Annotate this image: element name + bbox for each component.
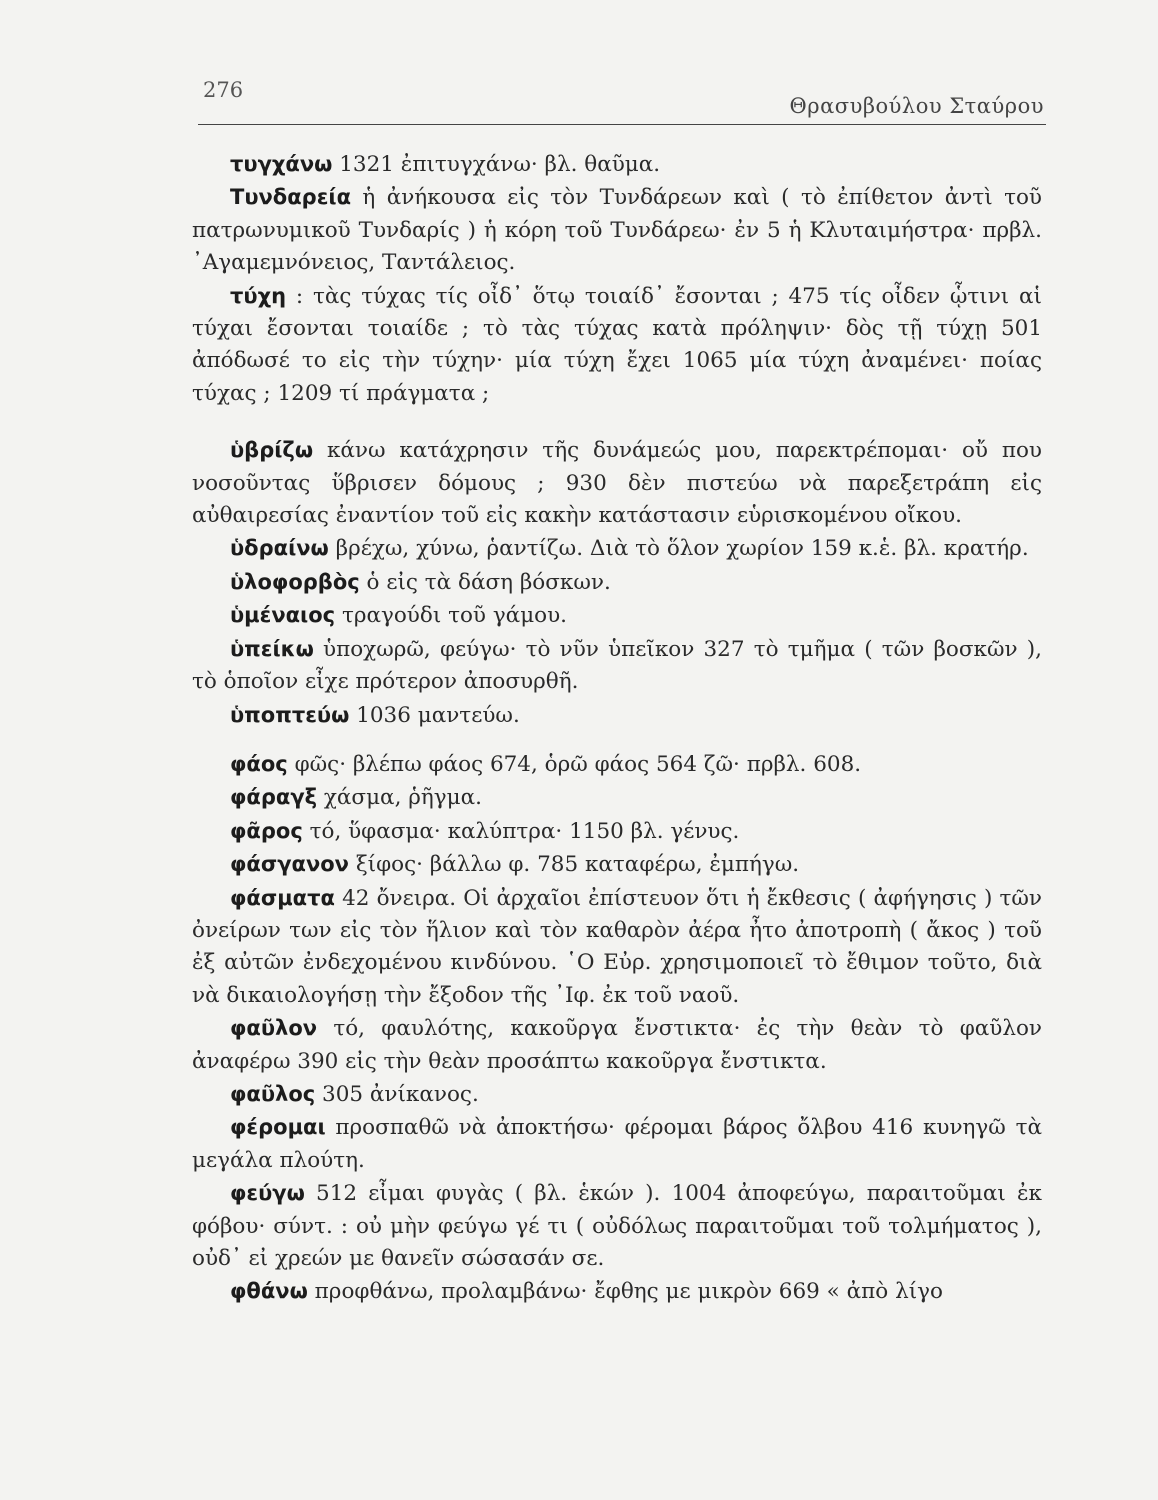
glossary-entry bbox=[192, 1012, 1042, 1078]
glossary-entry bbox=[192, 781, 1042, 814]
glossary-entry bbox=[192, 1111, 1042, 1177]
section-gap bbox=[192, 732, 1042, 748]
headword: φθάνω bbox=[230, 1279, 308, 1304]
glossary-entry bbox=[192, 181, 1042, 279]
entry-text: 1036 μαντεύω. bbox=[349, 702, 520, 728]
header-rule bbox=[198, 124, 1046, 125]
glossary-body bbox=[192, 148, 1042, 1309]
entry-text: κάνω κατάχρησιν τῆς δυνάμεώς μου, παρεκτρέπομαι· οὔ που νοσοῦντας ὕβρισεν δόμους ; 930 δὲν πιστεύω νὰ παρεξετράπη εἰς αὐθαιρεσίας ἐναντίον τοῦ εἰς κακὴν κατάστασιν εὑρισκομένου οἴκου. bbox=[192, 438, 1042, 529]
glossary-entry bbox=[192, 748, 1042, 781]
headword: φεύγω bbox=[230, 1181, 305, 1206]
glossary-entry bbox=[192, 434, 1042, 532]
glossary-entry bbox=[192, 148, 1042, 181]
glossary-entry bbox=[192, 566, 1042, 599]
entry-text: βρέχω, χύνω, ῥαντίζω. Διὰ τὸ ὅλον χωρίον 159 κ.ἑ. βλ. κρατήρ. bbox=[328, 536, 1029, 562]
entry-text: τό, ὕφασμα· καλύπτρα· 1150 βλ. γένυς. bbox=[302, 818, 740, 844]
entry-text: τό, φαυλότης, κακοῦργα ἔνστικτα· ἐς τὴν θεὰν τὸ φαῦλον ἀναφέρω 390 εἰς τὴν θεὰν προσάπτω κακοῦργα ἔνστικτα. bbox=[192, 1016, 1042, 1074]
entry-text: χάσμα, ῥῆγμα. bbox=[317, 785, 482, 811]
glossary-entry bbox=[192, 532, 1042, 565]
headword: φάραγξ bbox=[230, 785, 318, 810]
entry-text: : τὰς τύχας τίς οἶδ᾿ ὅτῳ τοιαίδ᾿ ἔσονται ; 475 τίς οἶδεν ᾧτινι αἱ τύχαι ἔσονται τοιαίδε ; τὸ τὰς τύχας κατὰ πρόληψιν· δὸς τῇ τύχῃ 501 ἀπόδωσέ το εἰς τὴν τύχην· μία τύχη ἔχει 1065 μία τύχη ἀναμένει· ποίας τύχας ; 1209 τί πράγματα ; bbox=[192, 283, 1042, 406]
glossary-entry bbox=[192, 882, 1042, 1013]
entry-text: προφθάνω, προλαμβάνω· ἔφθης με μικρὸν 669 « ἀπὸ λίγο bbox=[307, 1279, 943, 1305]
entry-text: ἡ ἀνήκουσα εἰς τὸν Τυνδάρεων καὶ ( τὸ ἐπίθετον ἀντὶ τοῦ πατρωνυμικοῦ Τυνδαρίς ) ἡ κόρη τοῦ Τυνδάρεω· ἐν 5 ἡ Κλυταιμήστρα· πρβλ. ᾿Αγαμεμνόνειος, Ταντάλειος. bbox=[192, 185, 1042, 276]
headword: φέρομαι bbox=[230, 1115, 326, 1140]
headword: ὑπείκω bbox=[230, 636, 314, 661]
headword: τυγχάνω bbox=[230, 152, 333, 176]
glossary-entry bbox=[192, 699, 1042, 732]
entry-text: ὁ εἰς τὰ δάση βόσκων. bbox=[359, 569, 611, 595]
glossary-entry bbox=[192, 1275, 1042, 1308]
entry-text: 42 ὄνειρα. Οἱ ἀρχαῖοι ἐπίστευον ὅτι ἡ ἔκθεσις ( ἀφήγησις ) τῶν ὀνείρων των εἰς τὸν ἥλιον καὶ τὸν καθαρὸν ἀέρα ἦτο ἀποτροπὴ ( ἄκος ) τοῦ ἐξ αὐτῶν ἐνδεχομένου κινδύνου. ῾Ο Εὐρ. χρησιμοποιεῖ τὸ ἔθιμον τοῦτο, διὰ νὰ δικαιολογήσῃ τὴν ἔξοδον τῆς ᾿Ιφ. ἐκ τοῦ ναοῦ. bbox=[192, 885, 1042, 1008]
entry-text: προσπαθῶ νὰ ἀποκτήσω· φέρομαι βάρος ὄλβου 416 κυνηγῶ τὰ μεγάλα πλούτη. bbox=[192, 1115, 1042, 1173]
headword: ὑμέναιος bbox=[230, 603, 336, 628]
headword: φᾶρος bbox=[230, 818, 303, 843]
glossary-entry bbox=[192, 280, 1042, 411]
headword: φάος bbox=[230, 751, 288, 776]
headword: ὑβρίζω bbox=[230, 438, 314, 463]
headword: Τυνδαρεία bbox=[230, 185, 351, 210]
glossary-entry bbox=[192, 848, 1042, 881]
headword: τύχη bbox=[230, 283, 287, 308]
entry-text: τραγούδι τοῦ γάμου. bbox=[335, 603, 568, 629]
headword: ὑποπτεύω bbox=[230, 702, 350, 727]
glossary-entry bbox=[192, 599, 1042, 632]
glossary-entry bbox=[192, 815, 1042, 848]
page-number: 276 bbox=[203, 78, 244, 102]
headword: φάσγανον bbox=[230, 852, 349, 877]
glossary-entry bbox=[192, 1177, 1042, 1275]
entry-text: φῶς· βλέπω φάος 674, ὁρῶ φάος 564 ζῶ· πρβλ. 608. bbox=[287, 751, 862, 777]
entry-text: ξίφος· βάλλω φ. 785 καταφέρω, ἐμπήγω. bbox=[348, 852, 800, 878]
headword: φαῦλος bbox=[230, 1081, 316, 1106]
headword: ὑδραίνω bbox=[230, 536, 329, 561]
headword: φάσματα bbox=[230, 885, 335, 910]
headword: φαῦλον bbox=[230, 1016, 318, 1041]
entry-text: 512 εἶμαι φυγὰς ( βλ. ἑκών ). 1004 ἀποφεύγω, παραιτοῦμαι ἐκ φόβου· σύντ. : οὐ μὴν φεύγω γέ τι ( οὐδόλως παραιτοῦμαι τοῦ τολμήματος ), οὐδ᾿ εἰ χρεών με θανεῖν σώσασάν σε. bbox=[192, 1181, 1042, 1271]
entry-text: 1321 ἐπιτυγχάνω· βλ. θαῦμα. bbox=[332, 152, 661, 177]
entry-text: 305 ἀνίκανος. bbox=[315, 1081, 479, 1107]
entry-text: ὑποχωρῶ, φεύγω· τὸ νῦν ὑπεῖκον 327 τὸ τμῆμα ( τῶν βοσκῶν ), τὸ ὁποῖον εἶχε πρότερον ἀποσυρθῆ. bbox=[192, 636, 1042, 695]
headword: ὑλοφορβὸς bbox=[230, 569, 360, 594]
glossary-entry bbox=[192, 1078, 1042, 1111]
glossary-entry bbox=[192, 633, 1042, 699]
running-head: Θρασυβούλου Σταύρου bbox=[789, 94, 1044, 118]
section-gap bbox=[192, 410, 1042, 434]
